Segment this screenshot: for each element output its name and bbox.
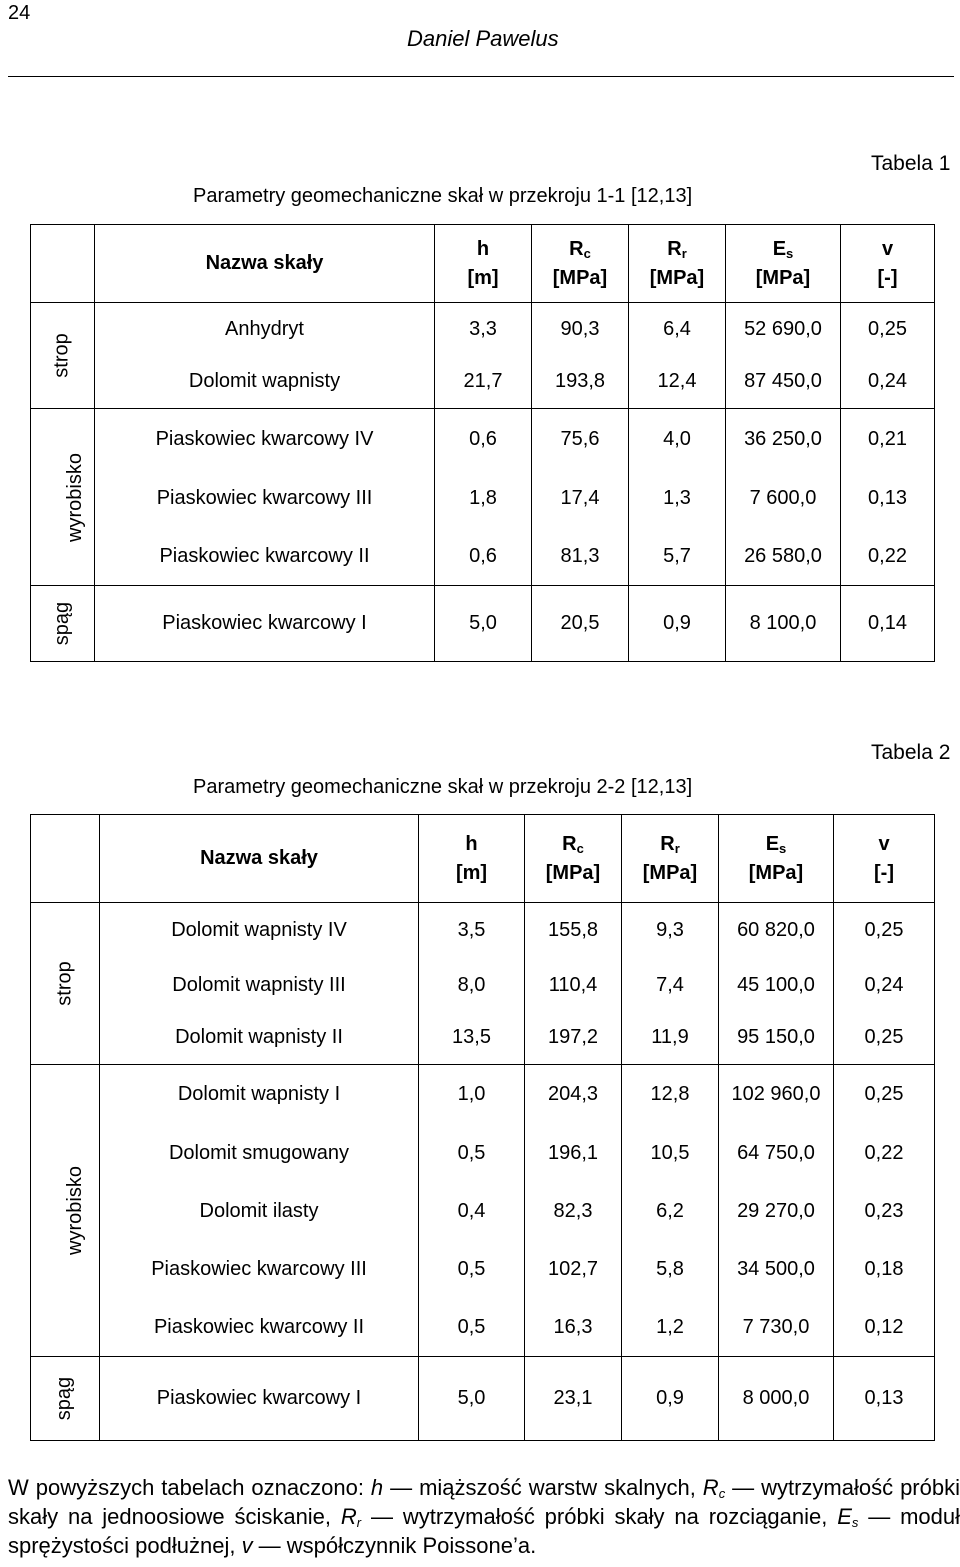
column-header-name: Nazwa skały [100,815,419,903]
column-header-es [726,225,841,303]
column-unit: [m] [467,266,499,289]
legend-rr-symbol: R [340,1504,357,1529]
cell-h: 0,6 [435,409,532,470]
group-label-text: strop [53,961,76,1006]
cell-h: 0,5 [419,1299,525,1357]
cell-rr: 7,4 [622,959,719,1012]
group-label-text: wyrobisko [63,1166,86,1255]
cell-rc: 75,6 [532,409,629,470]
column-symbol-letter: h [465,832,478,855]
cell-rr: 5,7 [629,528,726,586]
cell-es: 8 100,0 [726,586,841,662]
table-row [31,1241,935,1299]
table-row [31,1012,935,1065]
cell-rc: 16,3 [525,1299,622,1357]
cell-rc: 20,5 [532,586,629,662]
header-row [31,815,935,903]
cell-h: 21,7 [435,356,532,409]
group-label-text: strop [51,333,73,378]
cell-rr: 5,8 [622,1241,719,1299]
column-symbol-letter: R [660,832,675,855]
cell-name: Piaskowiec kwarcowy III [95,470,435,528]
cell-h: 1,0 [419,1065,525,1125]
group-header-blank [31,225,95,303]
column-symbol [841,235,934,264]
cell-es: 95 150,0 [719,1012,834,1065]
cell-v: 0,24 [841,356,935,409]
column-unit: [MPa] [755,266,811,289]
cell-name: Piaskowiec kwarcowy I [95,586,435,662]
cell-name: Dolomit ilasty [100,1183,419,1241]
legend-v-symbol: v [241,1533,253,1558]
column-unit: [MPa] [748,861,804,884]
legend-es-desc: — moduł sprężystości podłużnej, [8,1504,960,1558]
column-symbol [719,830,833,859]
cell-rc: 110,4 [525,959,622,1012]
group-header-blank [31,815,100,903]
group-label-strop [31,903,100,1065]
column-symbol [435,235,531,264]
cell-rr: 11,9 [622,1012,719,1065]
cell-rr: 0,9 [622,1357,719,1441]
running-header-author: Daniel Pawelus [407,26,559,51]
legend-rc-sub: c [718,1486,726,1501]
cell-es: 7 730,0 [719,1299,834,1357]
cell-v: 0,13 [841,470,935,528]
column-unit: [-] [874,861,894,884]
cell-v: 0,23 [834,1183,935,1241]
table-row [31,1299,935,1357]
cell-v: 0,12 [834,1299,935,1357]
column-symbol-sub: r [681,245,687,261]
cell-v: 0,21 [841,409,935,470]
column-symbol-letter: v [878,832,890,855]
legend-es-sub: s [851,1515,859,1530]
column-symbol [834,830,934,859]
cell-h: 13,5 [419,1012,525,1065]
cell-name: Piaskowiec kwarcowy III [100,1241,419,1299]
table-row [31,586,935,662]
column-header-h [419,815,525,903]
column-symbol-letter: h [476,237,490,260]
group-label-strop [31,303,95,409]
column-symbol-sub: s [786,245,794,261]
group-label-wyrobisko [31,1065,100,1357]
cell-es: 45 100,0 [719,959,834,1012]
cell-name: Dolomit wapnisty II [100,1012,419,1065]
column-symbol [622,830,718,859]
group-label-spg [31,1357,100,1441]
column-header-rc [525,815,622,903]
column-unit: [MPa] [545,861,601,884]
column-header-rr [622,815,719,903]
legend-h-symbol: h [370,1475,384,1500]
column-symbol [532,235,628,264]
cell-v: 0,25 [834,1065,935,1125]
cell-es: 52 690,0 [726,303,841,356]
table-row [31,409,935,470]
legend-rr-desc: — wytrzymałość próbki skały na rozciąganie, [361,1504,838,1529]
cell-name: Dolomit smugowany [100,1125,419,1183]
column-symbol-letter: R [562,832,577,855]
cell-rr: 12,8 [622,1065,719,1125]
cell-h: 0,5 [419,1125,525,1183]
cell-es: 64 750,0 [719,1125,834,1183]
column-header-v [834,815,935,903]
cell-rc: 102,7 [525,1241,622,1299]
column-header-h [435,225,532,303]
cell-es: 60 820,0 [719,903,834,959]
group-label-wyrobisko [31,409,95,586]
column-symbol-sub: r [674,840,680,856]
column-symbol [525,830,621,859]
column-symbol-sub: c [583,245,591,261]
table-row [31,1183,935,1241]
table-1 [30,224,935,662]
cell-v: 0,25 [841,303,935,356]
table-1-title: Parametry geomechaniczne skał w przekroju 1-1 [12,13] [193,185,693,207]
table-2-label: Tabela 2 [871,741,951,764]
table-row [31,528,935,586]
legend-rc-desc: — wytrzymałość próbki skały na jednoosiowe ściskanie, [8,1475,960,1529]
cell-name: Dolomit wapnisty IV [100,903,419,959]
column-unit: [MPa] [649,266,705,289]
cell-v: 0,22 [841,528,935,586]
legend-h-desc: — miąższość warstw skalnych, [383,1475,703,1500]
column-symbol-letter: R [667,237,682,260]
cell-rr: 1,2 [622,1299,719,1357]
cell-name: Piaskowiec kwarcowy IV [95,409,435,470]
cell-es: 87 450,0 [726,356,841,409]
group-label-text: spąg [51,601,73,646]
legend-es-symbol: E [837,1504,852,1529]
column-symbol-letter: E [772,237,787,260]
cell-rc: 82,3 [525,1183,622,1241]
cell-es: 102 960,0 [719,1065,834,1125]
cell-v: 0,13 [834,1357,935,1441]
table-row [31,470,935,528]
cell-rr: 9,3 [622,903,719,959]
column-symbol-sub: s [779,840,787,856]
table-row [31,1065,935,1125]
cell-v: 0,24 [834,959,935,1012]
table-row [31,1357,935,1441]
legend-paragraph [8,1473,960,1560]
column-header-rr [629,225,726,303]
column-unit: [MPa] [642,861,698,884]
legend-v-desc: — współczynnik Poissone’a. [252,1533,537,1558]
table-2-title: Parametry geomechaniczne skał w przekroju 2-2 [12,13] [193,776,693,798]
cell-rc: 155,8 [525,903,622,959]
column-symbol-letter: E [765,832,780,855]
column-symbol-sub: c [576,840,584,856]
cell-rc: 193,8 [532,356,629,409]
column-symbol [726,235,840,264]
cell-h: 3,5 [419,903,525,959]
cell-v: 0,25 [834,903,935,959]
cell-rc: 90,3 [532,303,629,356]
cell-rr: 12,4 [629,356,726,409]
cell-rr: 6,2 [622,1183,719,1241]
header-row [31,225,935,303]
cell-rc: 197,2 [525,1012,622,1065]
column-unit: [MPa] [552,266,608,289]
column-header-v [841,225,935,303]
header-rule [8,76,954,77]
table-row [31,903,935,959]
table-row [31,1125,935,1183]
group-label-text: wyrobisko [63,452,86,542]
cell-name: Anhydryt [95,303,435,356]
table-2 [30,814,935,1441]
cell-rc: 204,3 [525,1065,622,1125]
cell-v: 0,18 [834,1241,935,1299]
cell-name: Dolomit wapnisty III [100,959,419,1012]
cell-es: 8 000,0 [719,1357,834,1441]
legend-rr-sub: r [356,1515,362,1530]
cell-h: 5,0 [435,586,532,662]
cell-h: 0,4 [419,1183,525,1241]
cell-es: 29 270,0 [719,1183,834,1241]
column-symbol-letter: R [569,237,584,260]
cell-rc: 17,4 [532,470,629,528]
page-number: 24 [8,2,31,24]
group-label-spg [31,586,95,662]
cell-name: Piaskowiec kwarcowy II [100,1299,419,1357]
table-row [31,959,935,1012]
table-row [31,356,935,409]
cell-es: 26 580,0 [726,528,841,586]
cell-rr: 1,3 [629,470,726,528]
column-header-rc [532,225,629,303]
cell-rc: 23,1 [525,1357,622,1441]
legend-intro: W powyższych tabelach oznaczono: [8,1475,371,1500]
cell-name: Piaskowiec kwarcowy II [95,528,435,586]
cell-v: 0,25 [834,1012,935,1065]
cell-rr: 4,0 [629,409,726,470]
cell-h: 3,3 [435,303,532,356]
cell-h: 8,0 [419,959,525,1012]
table-1-label: Tabela 1 [871,152,951,175]
cell-rr: 6,4 [629,303,726,356]
cell-name: Dolomit wapnisty [95,356,435,409]
column-symbol [419,830,524,859]
cell-rr: 10,5 [622,1125,719,1183]
cell-name: Piaskowiec kwarcowy I [100,1357,419,1441]
table-row [31,303,935,356]
column-header-name: Nazwa skały [95,225,435,303]
column-unit: [m] [455,861,488,884]
cell-v: 0,14 [841,586,935,662]
group-label-text: spąg [53,1376,76,1421]
cell-h: 1,8 [435,470,532,528]
cell-rc: 196,1 [525,1125,622,1183]
cell-v: 0,22 [834,1125,935,1183]
cell-h: 0,5 [419,1241,525,1299]
cell-es: 7 600,0 [726,470,841,528]
column-header-es [719,815,834,903]
cell-h: 5,0 [419,1357,525,1441]
cell-es: 36 250,0 [726,409,841,470]
cell-rr: 0,9 [629,586,726,662]
cell-es: 34 500,0 [719,1241,834,1299]
column-symbol-letter: v [881,237,894,260]
cell-h: 0,6 [435,528,532,586]
legend-rc-symbol: R [702,1475,719,1500]
cell-rc: 81,3 [532,528,629,586]
cell-name: Dolomit wapnisty I [100,1065,419,1125]
column-unit: [-] [877,266,898,289]
column-symbol [629,235,725,264]
